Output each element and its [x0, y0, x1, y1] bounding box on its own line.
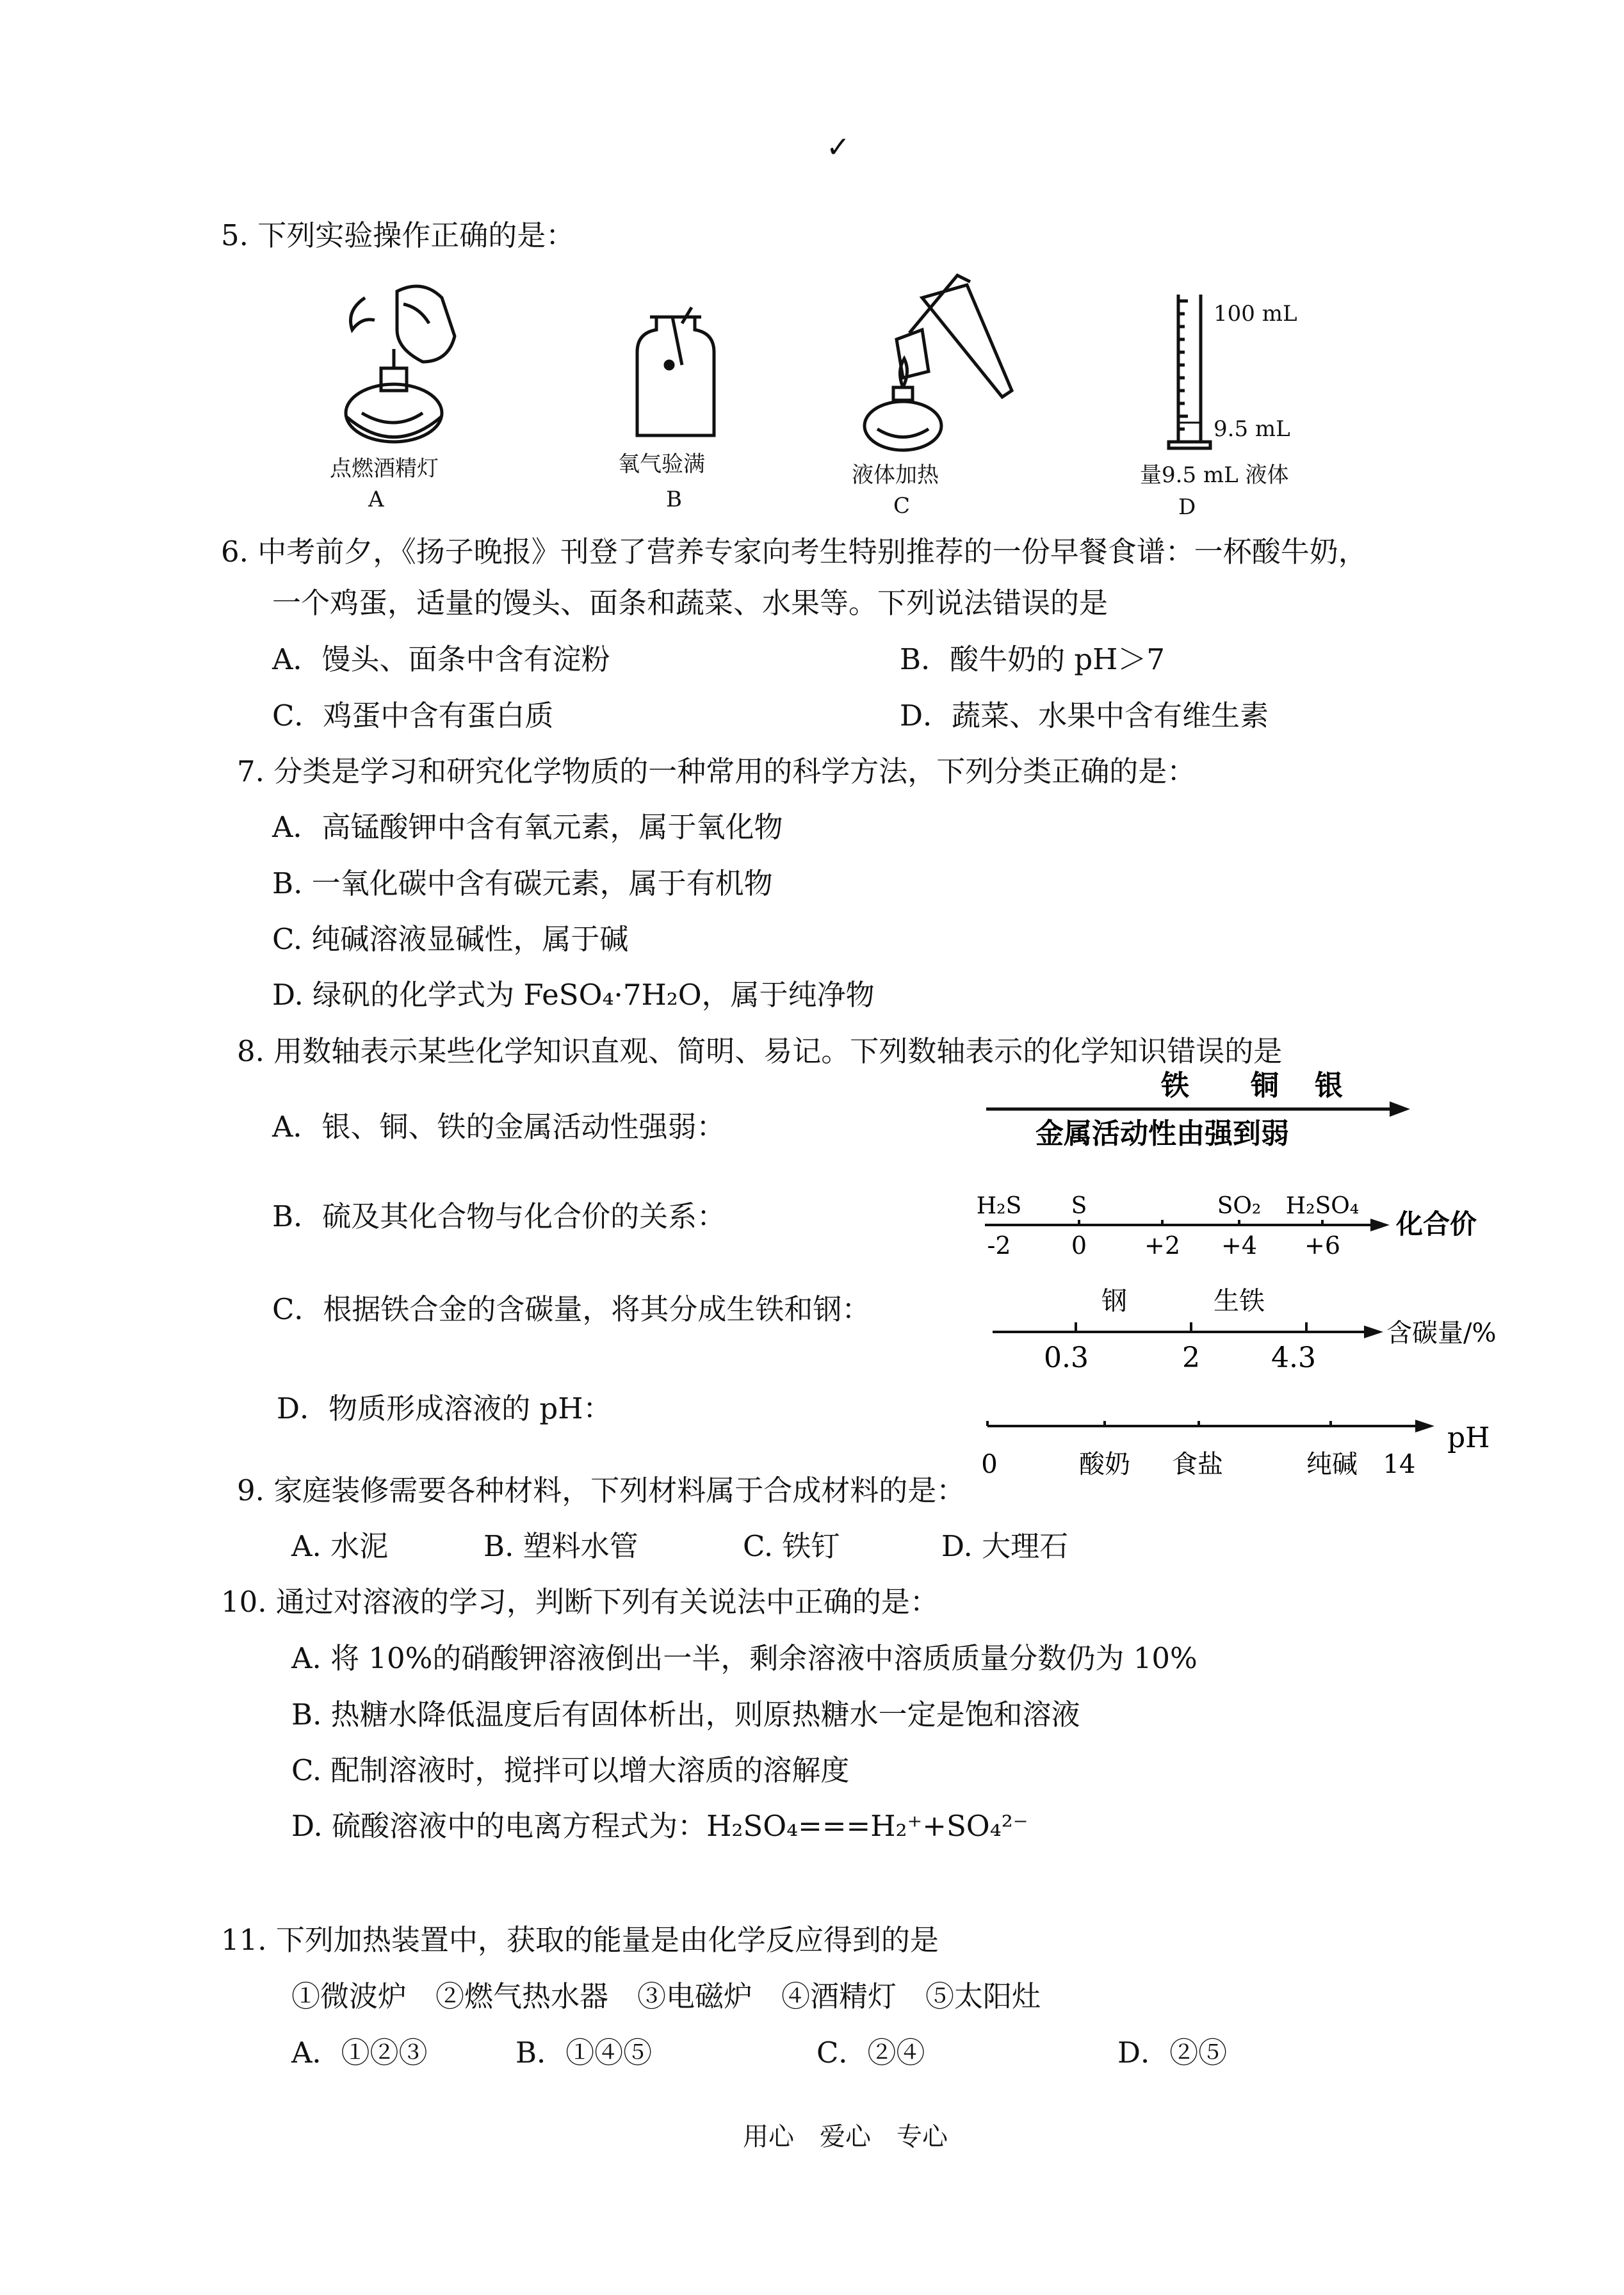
- q10-option-a: A. 将 10%的硝酸钾溶液倒出一半，剩余溶液中溶质质量分数仍为 10%: [291, 1641, 1198, 1675]
- q11-option-b: B．①④⑤: [516, 2036, 653, 2070]
- q8-b-species-h2so4: H₂SO₄: [1285, 1193, 1360, 1219]
- q9-option-a: A. 水泥: [291, 1529, 389, 1563]
- figure-d-caption: 量9.5 mL 液体: [1140, 462, 1289, 488]
- page-footer: 用心 爱心 专心: [743, 2122, 948, 2152]
- q8-d-number-line: [980, 1399, 1531, 1489]
- figure-c-heating-liquid: [852, 269, 1044, 461]
- q8-c-tick-2: 2: [1182, 1342, 1200, 1374]
- q8-stem: 8. 用数轴表示某些化学知识直观、简明、易记。下列数轴表示的化学知识错误的是: [237, 1034, 1283, 1068]
- figure-d-top-mark: 100 mL: [1214, 301, 1297, 327]
- q8-c-tick-4.3: 4.3: [1271, 1342, 1316, 1374]
- q6-option-a: A．馒头、面条中含有淀粉: [272, 642, 610, 676]
- q8-b-species-s: S: [1071, 1193, 1087, 1219]
- q8-b-number-line: [976, 1185, 1492, 1261]
- figure-b-caption: 氧气验满: [618, 451, 705, 477]
- q8-c-tick-0.3: 0.3: [1044, 1342, 1089, 1374]
- figure-a-caption: 点燃酒精灯: [330, 456, 439, 482]
- q8-c-number-line: [986, 1277, 1531, 1386]
- q8-a-bottom-label: 金属活动性由强到弱: [1035, 1117, 1289, 1150]
- q8-d-tick-0: 0: [981, 1450, 998, 1479]
- q8-option-b: B．硫及其化合物与化合价的关系：: [272, 1199, 726, 1233]
- q10-stem: 10. 通过对溶液的学习，判断下列有关说法中正确的是：: [221, 1585, 939, 1619]
- figure-d-letter: D: [1178, 494, 1196, 520]
- q8-c-label-steel: 钢: [1101, 1286, 1127, 1316]
- q6-stem-line2: 一个鸡蛋，适量的馒头、面条和蔬菜、水果等。下列说法错误的是: [272, 586, 1108, 620]
- q8-a-label-fe: 铁: [1161, 1069, 1189, 1102]
- q7-option-a: A．高锰酸钾中含有氧元素，属于氧化物: [272, 810, 783, 844]
- q9-option-c: C. 铁钉: [743, 1529, 840, 1563]
- q11-option-a: A．①②③: [291, 2036, 428, 2070]
- q8-a-label-cu: 铜: [1251, 1069, 1279, 1102]
- q8-a-number-line: [980, 1063, 1415, 1159]
- q8-option-d: D．物质形成溶液的 pH：: [277, 1391, 612, 1425]
- q8-b-axis-label: 化合价: [1396, 1208, 1477, 1240]
- q10-option-b: B. 热糖水降低温度后有固体析出，则原热糖水一定是饱和溶液: [291, 1698, 1080, 1731]
- q8-d-axis-label: pH: [1447, 1422, 1490, 1454]
- q8-d-tick-salt: 食盐: [1172, 1450, 1223, 1479]
- q8-a-label-ag: 银: [1315, 1069, 1343, 1102]
- q6-stem-line1: 6. 中考前夕，《扬子晚报》刊登了营养专家向考生特别推荐的一份早餐食谱：一杯酸牛奶，: [221, 535, 1367, 569]
- q8-b-value-plus6: +6: [1304, 1231, 1341, 1260]
- figure-a-lighting-lamp: [327, 272, 493, 458]
- q5-stem: 5. 下列实验操作正确的是：: [221, 218, 575, 252]
- q10-option-d: D. 硫酸溶液中的电离方程式为：H₂SO₄===H₂⁺+SO₄²⁻: [291, 1809, 1028, 1843]
- figure-d-mark: 9.5 mL: [1214, 416, 1290, 442]
- q8-b-value-plus4: +4: [1221, 1231, 1258, 1260]
- q8-b-value-minus2: -2: [987, 1231, 1011, 1260]
- q8-d-tick-yogurt: 酸奶: [1079, 1450, 1130, 1479]
- q6-option-d: D．蔬菜、水果中含有维生素: [900, 699, 1269, 733]
- figure-b-gas-jar: [631, 301, 720, 442]
- q8-d-tick-soda: 纯碱: [1306, 1450, 1358, 1479]
- q7-option-d: D. 绿矾的化学式为 FeSO₄·7H₂O，属于纯净物: [272, 978, 875, 1012]
- q8-c-label-pig-iron: 生铁: [1214, 1286, 1265, 1316]
- figure-c-letter: C: [893, 493, 911, 519]
- q6-option-c: C．鸡蛋中含有蛋白质: [272, 699, 554, 733]
- q8-c-axis-label: 含碳量/%: [1386, 1318, 1497, 1348]
- q7-option-b: B. 一氧化碳中含有碳元素，属于有机物: [272, 866, 773, 900]
- q8-b-value-plus2: +2: [1144, 1231, 1181, 1260]
- q8-b-species-so2: SO₂: [1217, 1193, 1262, 1219]
- q8-b-species-h2s: H₂S: [976, 1193, 1022, 1219]
- figure-b-letter: B: [666, 487, 682, 512]
- q7-stem: 7. 分类是学习和研究化学物质的一种常用的科学方法，下列分类正确的是：: [237, 754, 1196, 788]
- q8-option-c: C．根据铁合金的含碳量，将其分成生铁和钢：: [272, 1292, 871, 1326]
- q9-option-d: D. 大理石: [941, 1529, 1069, 1563]
- figure-c-caption: 液体加热: [852, 462, 939, 488]
- q8-option-a: A．银、铜、铁的金属活动性强弱：: [272, 1110, 726, 1144]
- q9-stem: 9. 家庭装修需要各种材料，下列材料属于合成材料的是：: [237, 1473, 966, 1507]
- q7-option-c: C. 纯碱溶液显碱性，属于碱: [272, 922, 629, 956]
- q8-d-tick-14: 14: [1383, 1450, 1416, 1479]
- q11-items: ①微波炉 ②燃气热水器 ③电磁炉 ④酒精灯 ⑤太阳灶: [291, 1979, 1041, 2013]
- q10-option-c: C. 配制溶液时，搅拌可以增大溶质的溶解度: [291, 1753, 850, 1787]
- q6-option-b: B．酸牛奶的 pH＞7: [900, 642, 1165, 676]
- q11-option-c: C．②④: [816, 2036, 925, 2070]
- figure-a-letter: A: [368, 487, 384, 512]
- header-check-mark: ✓: [826, 130, 850, 164]
- q11-option-d: D．②⑤: [1117, 2036, 1228, 2070]
- q8-b-value-0: 0: [1071, 1231, 1087, 1260]
- q11-stem: 11. 下列加热装置中，获取的能量是由化学反应得到的是: [221, 1923, 939, 1957]
- q9-option-b: B. 塑料水管: [483, 1529, 638, 1563]
